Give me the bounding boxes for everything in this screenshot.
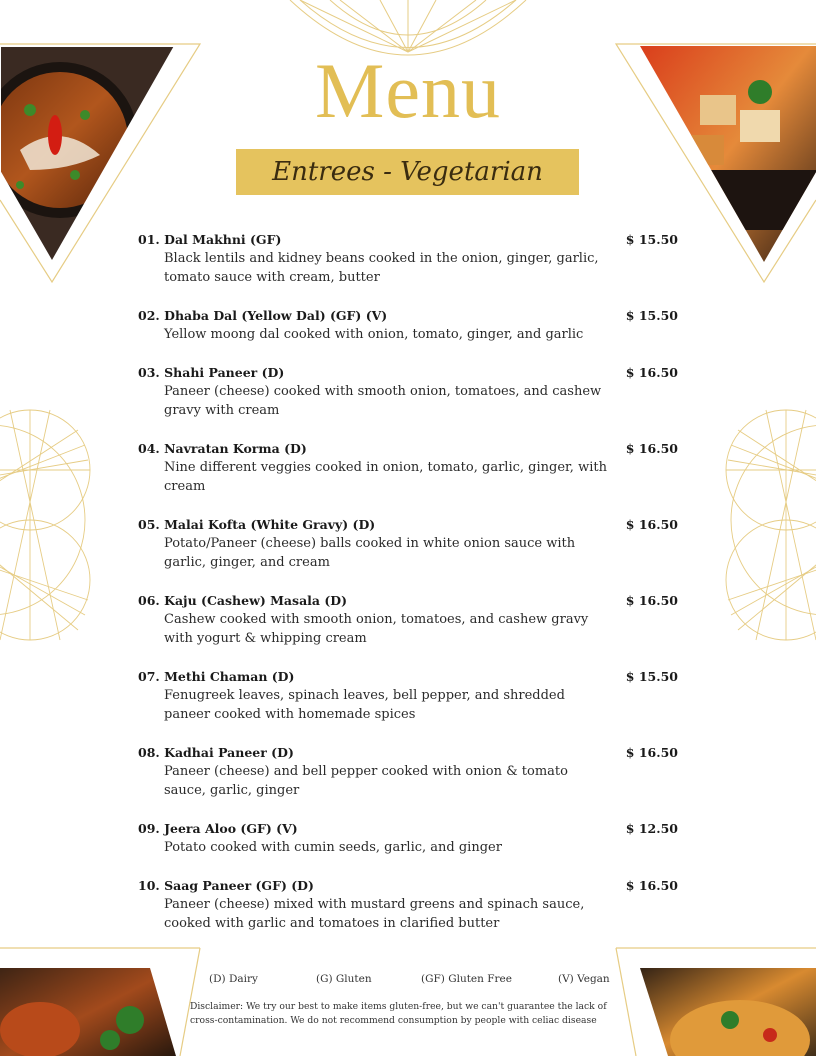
menu-item-name: 02. Dhaba Dal (Yellow Dal) (GF) (V)	[138, 308, 388, 323]
section-subtitle: Entrees - Vegetarian	[272, 157, 543, 187]
menu-item	[138, 306, 678, 344]
menu-item-name: 06. Kaju (Cashew) Masala (D)	[138, 593, 348, 608]
menu-item-price: $ 16.50	[625, 745, 678, 760]
disclaimer-text: Disclaimer: We try our best to make items gluten-free, but we can't guarantee the lack of cross-contamination. We do not recommend consumption by people with celiac disease	[190, 1001, 607, 1026]
menu-item-description: Nine different veggies cooked in onion, tomato, garlic, ginger, with cream	[164, 460, 607, 494]
menu-item-price: $ 16.50	[625, 517, 678, 532]
menu-item	[138, 515, 678, 572]
legend-vegan: (V) Vegan	[558, 973, 610, 985]
left-circle-ornament	[0, 410, 90, 640]
menu-item	[138, 439, 678, 496]
menu-item-name: 03. Shahi Paneer (D)	[138, 365, 285, 380]
menu-item	[138, 230, 678, 287]
menu-item	[138, 819, 678, 857]
legend-gluten-free: (GF) Gluten Free	[421, 973, 512, 985]
menu-item-description: Yellow moong dal cooked with onion, tomato, ginger, and garlic	[164, 327, 584, 342]
menu-item-name: 08. Kadhai Paneer (D)	[138, 745, 294, 760]
menu-item-name: 01. Dal Makhni (GF)	[138, 232, 282, 247]
page-title: Menu	[315, 47, 501, 134]
bottom-right-dish-photo	[636, 965, 816, 1056]
menu-item-description: Cashew cooked with smooth onion, tomatoes, and cashew gravy with yogurt & whipping cream	[164, 612, 589, 646]
menu-item	[138, 363, 678, 420]
menu-item	[138, 876, 678, 933]
menu-item-name: 10. Saag Paneer (GF) (D)	[138, 878, 314, 893]
section-banner	[236, 149, 579, 195]
menu-item-description: Potato/Paneer (cheese) balls cooked in white onion sauce with garlic, ginger, and cream	[164, 536, 576, 570]
menu-item-price: $ 15.50	[625, 308, 678, 323]
legend-gluten: (G) Gluten	[316, 973, 372, 985]
menu-item-price: $ 16.50	[625, 593, 678, 608]
menu-item-name: 09. Jeera Aloo (GF) (V)	[138, 821, 298, 836]
menu-item-description: Paneer (cheese) cooked with smooth onion, tomatoes, and cashew gravy with cream	[164, 384, 602, 418]
menu-item-name: 04. Navratan Korma (D)	[138, 441, 307, 456]
menu-item-price: $ 16.50	[625, 441, 678, 456]
bottom-left-dish-photo	[0, 965, 180, 1056]
menu-item	[138, 743, 678, 800]
menu-item-price: $ 12.50	[625, 821, 678, 836]
menu-item-price: $ 16.50	[625, 365, 678, 380]
menu-item	[138, 591, 678, 648]
menu-item-description: Paneer (cheese) and bell pepper cooked with onion & tomato sauce, garlic, ginger	[164, 764, 568, 798]
menu-item-price: $ 15.50	[625, 232, 678, 247]
menu-item-price: $ 15.50	[625, 669, 678, 684]
right-circle-ornament	[726, 410, 816, 640]
menu-item-price: $ 16.50	[625, 878, 678, 893]
menu-item-name: 07. Methi Chaman (D)	[138, 669, 295, 684]
menu-item-name: 05. Malai Kofta (White Gravy) (D)	[138, 517, 376, 532]
legend-dairy: (D) Dairy	[209, 973, 258, 985]
menu-item	[138, 667, 678, 724]
menu-item-description: Potato cooked with cumin seeds, garlic, and ginger	[164, 840, 502, 855]
menu-item-description: Black lentils and kidney beans cooked in the onion, ginger, garlic, tomato sauce with cream, butter	[164, 251, 599, 285]
menu-item-description: Paneer (cheese) mixed with mustard greens and spinach sauce, cooked with garlic and tomatoes in clarified butter	[164, 897, 585, 931]
menu-item-description: Fenugreek leaves, spinach leaves, bell pepper, and shredded paneer cooked with homemade spices	[164, 688, 565, 722]
